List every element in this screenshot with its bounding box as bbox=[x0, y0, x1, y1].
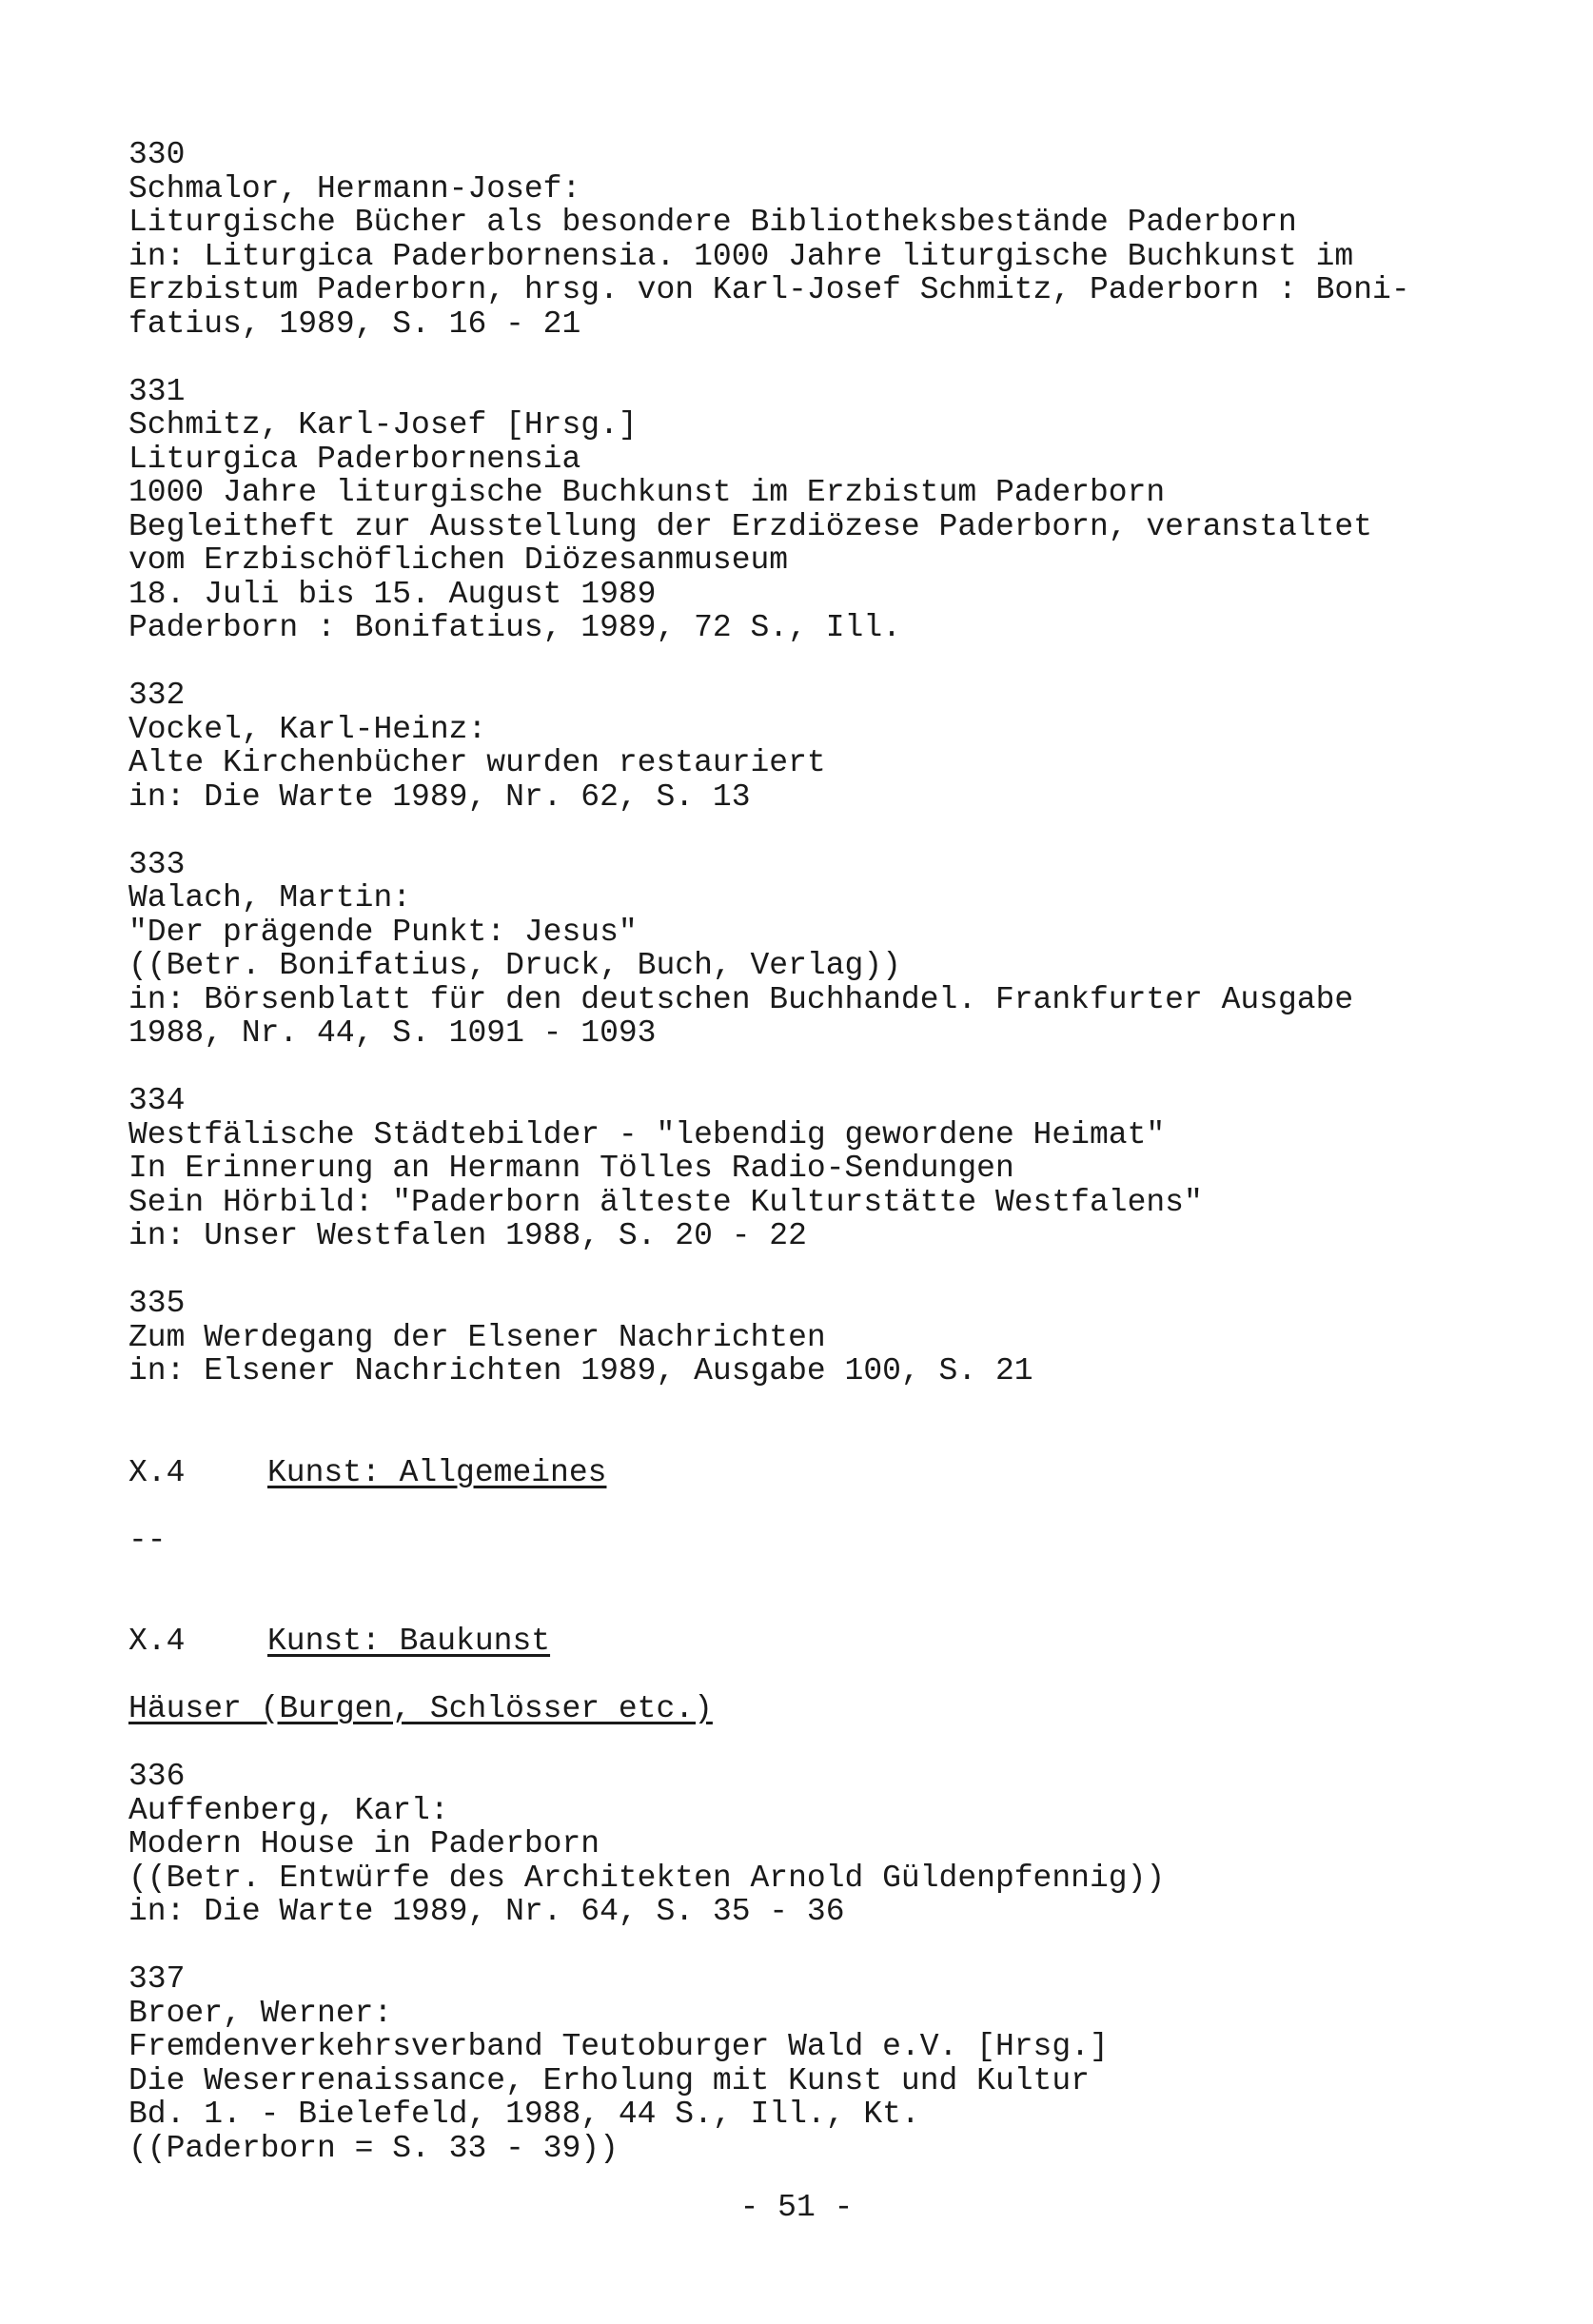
entry-number: 332 bbox=[128, 678, 186, 713]
section-title: Kunst: Allgemeines bbox=[267, 1454, 607, 1490]
entry-line: Auffenberg, Karl: bbox=[128, 1792, 449, 1828]
bibliography-entry bbox=[128, 1084, 1537, 1253]
entry-line: Schmalor, Hermann-Josef: bbox=[128, 170, 581, 207]
section-number: X.4 bbox=[128, 1454, 186, 1490]
section-title: Kunst: Baukunst bbox=[267, 1624, 551, 1659]
entry-line: Liturgische Bücher als besondere Bibliotheksbestände Paderborn bbox=[128, 205, 1297, 240]
entries-group-1 bbox=[128, 138, 1537, 1388]
entry-line: Begleitheft zur Ausstellung der Erzdiözese Paderborn, veranstaltet bbox=[128, 508, 1373, 544]
entry-line: Vockel, Karl-Heinz: bbox=[128, 711, 487, 747]
bibliography-entry bbox=[128, 1962, 1537, 2165]
entry-line: Broer, Werner: bbox=[128, 1995, 393, 2031]
section-heading-baukunst bbox=[128, 1625, 1537, 1659]
entry-line: Westfälische Städtebilder - "lebendig gewordene Heimat" bbox=[128, 1116, 1166, 1152]
entry-line: Fremdenverkehrsverband Teutoburger Wald e.V. [Hrsg.] bbox=[128, 2029, 1109, 2064]
entry-number: 337 bbox=[128, 1961, 186, 1997]
entry-line: in: Elsener Nachrichten 1989, Ausgabe 100, S. 21 bbox=[128, 1353, 1033, 1388]
entry-number: 335 bbox=[128, 1286, 186, 1321]
entry-line: 18. Juli bis 15. August 1989 bbox=[128, 576, 657, 612]
bibliography-entry bbox=[128, 138, 1537, 341]
entry-line: Bd. 1. - Bielefeld, 1988, 44 S., Ill., Kt. bbox=[128, 2097, 920, 2132]
section-number: X.4 bbox=[128, 1624, 186, 1659]
entry-line: Liturgica Paderbornensia bbox=[128, 441, 581, 477]
entry-line: fatius, 1989, S. 16 - 21 bbox=[128, 305, 581, 342]
bibliography-entry bbox=[128, 375, 1537, 645]
entry-line: ((Paderborn = S. 33 - 39)) bbox=[128, 2130, 619, 2166]
bibliography-entry bbox=[128, 1760, 1537, 1929]
page-number: - 51 - bbox=[739, 2190, 854, 2225]
entry-line: in: Unser Westfalen 1988, S. 20 - 22 bbox=[128, 1218, 807, 1253]
entry-line: ((Betr. Entwürfe des Architekten Arnold Güldenpfennig)) bbox=[128, 1860, 1166, 1896]
entry-line: Erzbistum Paderborn, hrsg. von Karl-Josef Schmitz, Paderborn : Boni- bbox=[128, 272, 1410, 307]
bibliography-entry bbox=[128, 848, 1537, 1051]
entry-line: 1988, Nr. 44, S. 1091 - 1093 bbox=[128, 1015, 657, 1051]
section-heading-allgemeines bbox=[128, 1456, 1537, 1490]
subsection-heading: Häuser (Burgen, Schlösser etc.) bbox=[128, 1691, 713, 1726]
entry-line: Die Weserrenaissance, Erholung mit Kunst und Kultur bbox=[128, 2062, 1090, 2098]
entry-line: "Der prägende Punkt: Jesus" bbox=[128, 914, 638, 950]
entry-number: 334 bbox=[128, 1083, 186, 1118]
entry-line: Modern House in Paderborn bbox=[128, 1826, 600, 1861]
bibliography-entry bbox=[128, 679, 1537, 814]
entry-number: 336 bbox=[128, 1759, 186, 1794]
entry-line: vom Erzbischöflichen Diözesanmuseum bbox=[128, 542, 789, 578]
entry-line: 1000 Jahre liturgische Buchkunst im Erzbistum Paderborn bbox=[128, 475, 1166, 510]
bibliography-content bbox=[128, 138, 1537, 2199]
entry-line: Walach, Martin: bbox=[128, 880, 412, 916]
entry-line: Paderborn : Bonifatius, 1989, 72 S., Ill. bbox=[128, 610, 901, 645]
entry-line: in: Börsenblatt für den deutschen Buchhandel. Frankfurter Ausgabe bbox=[128, 981, 1354, 1017]
entry-line: ((Betr. Bonifatius, Druck, Buch, Verlag)) bbox=[128, 948, 901, 983]
bibliography-entry bbox=[128, 1287, 1537, 1388]
entries-group-2 bbox=[128, 1760, 1537, 2165]
entry-line: Schmitz, Karl-Josef [Hrsg.] bbox=[128, 407, 638, 443]
entry-line: in: Die Warte 1989, Nr. 62, S. 13 bbox=[128, 778, 751, 815]
entry-number: 330 bbox=[128, 137, 186, 172]
entry-line: Sein Hörbild: "Paderborn älteste Kulturstätte Westfalens" bbox=[128, 1184, 1203, 1220]
entry-line: in: Die Warte 1989, Nr. 64, S. 35 - 36 bbox=[128, 1894, 845, 1929]
entry-line: Zum Werdegang der Elsener Nachrichten bbox=[128, 1319, 826, 1355]
entry-line: Alte Kirchenbücher wurden restauriert bbox=[128, 745, 826, 780]
entry-line: In Erinnerung an Hermann Tölles Radio-Sendungen bbox=[128, 1151, 1014, 1186]
entry-number: 331 bbox=[128, 373, 186, 409]
entry-number: 333 bbox=[128, 846, 186, 882]
empty-section-marker: -- bbox=[128, 1522, 167, 1558]
entry-line: in: Liturgica Paderbornensia. 1000 Jahre liturgische Buchkunst im bbox=[128, 238, 1354, 274]
